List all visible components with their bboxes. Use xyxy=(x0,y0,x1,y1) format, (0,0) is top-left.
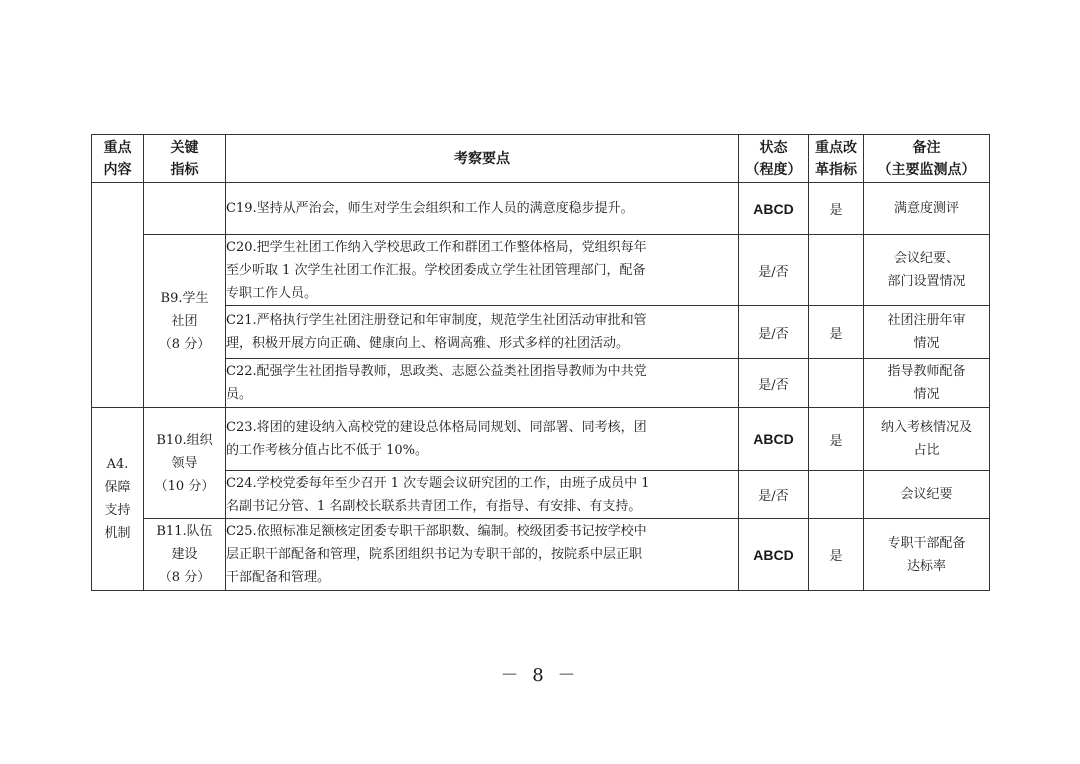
table-row xyxy=(92,519,990,591)
remark: 纳入考核情况及 占比 xyxy=(864,408,990,471)
table-row xyxy=(92,471,990,519)
inspection-point: C20.把学生社团工作纳入学校思政工作和群团工作整体格局，党组织每年 至少听取 1 次学生社团工作汇报。学校团委成立学生社团管理部门，配备 专职工作人员。 xyxy=(226,235,739,306)
header-inspection-points: 考察要点 xyxy=(226,135,739,183)
status-value: ABCD xyxy=(739,519,809,591)
remark: 社团注册年审 情况 xyxy=(864,306,990,359)
table-row xyxy=(92,306,990,359)
indicator-b9: B9.学生 社团 （8 分） xyxy=(144,235,226,408)
inspection-point: C23.将团的建设纳入高校党的建设总体格局同规划、同部署、同考核，团 的工作考核分值占比不低于 10%。 xyxy=(226,408,739,471)
header-reform-indicator: 重点改 革指标 xyxy=(809,135,864,183)
status-value: 是/否 xyxy=(739,306,809,359)
key-content-empty-cell xyxy=(92,183,144,408)
inspection-point: C24.学校党委每年至少召开 1 次专题会议研究团的工作，由班子成员中 1 名副书记分管、1 名副校长联系共青团工作，有指导、有安排、有支持。 xyxy=(226,471,739,519)
remark: 专职干部配备 达标率 xyxy=(864,519,990,591)
key-content-a4: A4. 保障 支持 机制 xyxy=(92,408,144,591)
inspection-point: C22.配强学生社团指导教师，思政类、志愿公益类社团指导教师为中共党 员。 xyxy=(226,359,739,408)
header-key-indicator: 关键 指标 xyxy=(144,135,226,183)
table-row xyxy=(92,235,990,306)
inspection-point: C25.依照标准足额核定团委专职干部职数、编制。校级团委书记按学校中 层正职干部配备和管理，院系团组织书记为专职干部的，按院系中层正职 干部配备和管理。 xyxy=(226,519,739,591)
remark: 会议纪要 xyxy=(864,471,990,519)
status-value: ABCD xyxy=(739,183,809,235)
remark: 会议纪要、 部门设置情况 xyxy=(864,235,990,306)
reform-value: 是 xyxy=(809,183,864,235)
page-number: － 8 － xyxy=(500,665,580,686)
key-indicator-empty-cell xyxy=(144,183,226,235)
status-value: 是/否 xyxy=(739,235,809,306)
reform-value: 是 xyxy=(809,519,864,591)
indicator-b10: B10.组织 领导 （10 分） xyxy=(144,408,226,519)
reform-value: 是 xyxy=(809,306,864,359)
header-row xyxy=(92,135,990,183)
header-status: 状态 （程度） xyxy=(739,135,809,183)
reform-value xyxy=(809,235,864,306)
inspection-point: C21.严格执行学生社团注册登记和年审制度，规范学生社团活动审批和管 理，积极开展方向正确、健康向上、格调高雅、形式多样的社团活动。 xyxy=(226,306,739,359)
table-row xyxy=(92,359,990,408)
status-value: 是/否 xyxy=(739,359,809,408)
reform-value xyxy=(809,471,864,519)
evaluation-table xyxy=(91,134,990,591)
indicator-b11: B11.队伍 建设 （8 分） xyxy=(144,519,226,591)
reform-value xyxy=(809,359,864,408)
reform-value: 是 xyxy=(809,408,864,471)
status-value: 是/否 xyxy=(739,471,809,519)
status-value: ABCD xyxy=(739,408,809,471)
header-remarks: 备注 （主要监测点） xyxy=(864,135,990,183)
header-key-content: 重点 内容 xyxy=(92,135,144,183)
table-row xyxy=(92,183,990,235)
remark: 指导教师配备 情况 xyxy=(864,359,990,408)
table-row xyxy=(92,408,990,471)
remark: 满意度测评 xyxy=(864,183,990,235)
inspection-point: C19.坚持从严治会，师生对学生会组织和工作人员的满意度稳步提升。 xyxy=(226,183,739,235)
